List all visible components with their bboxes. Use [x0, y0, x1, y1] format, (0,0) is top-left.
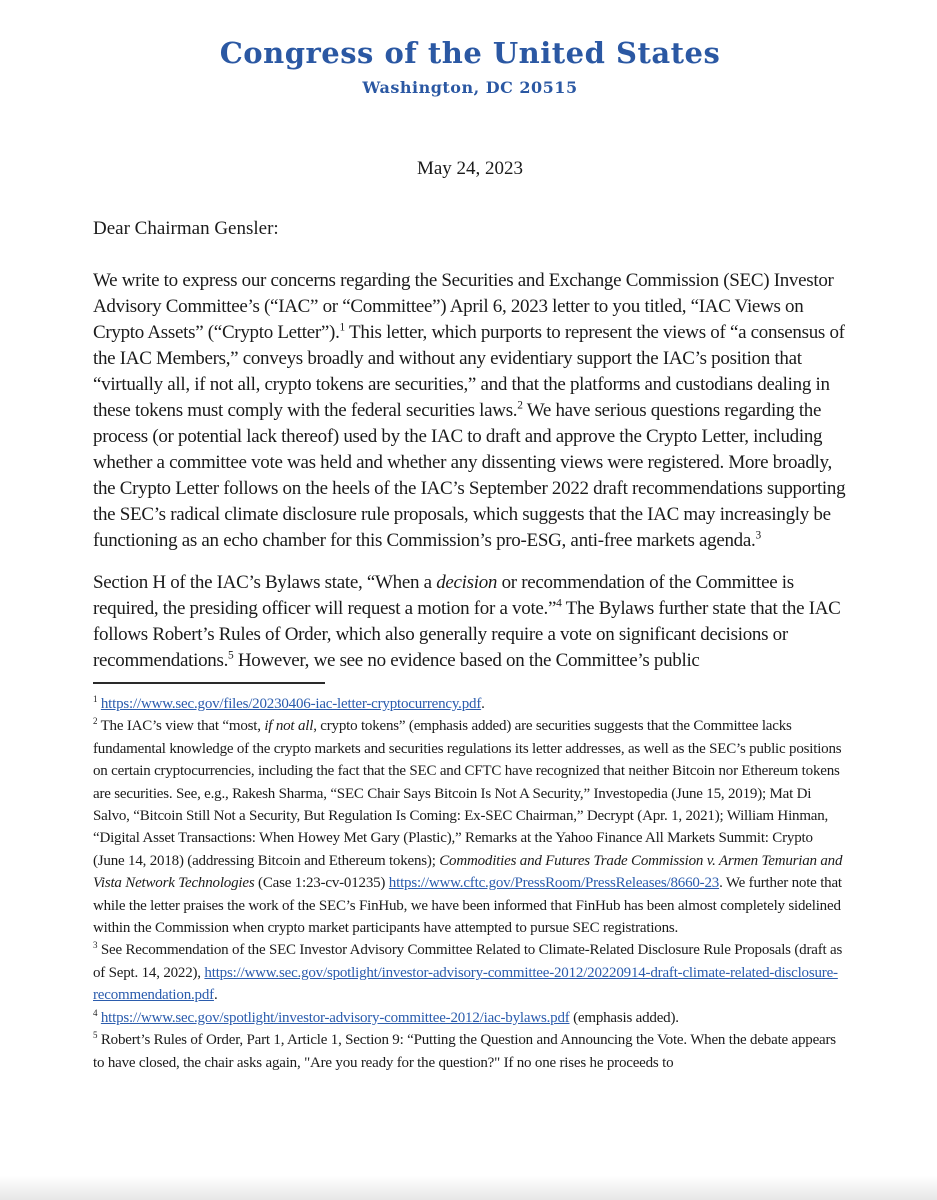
text-run: See Recommendation of the SEC Investor Advisory Committee Related to Climate-Related Disclosure Rule Proposals (draft as of Sept. 14, 2022),: [93, 942, 843, 981]
text-run: , crypto tokens” (emphasis added) are securities suggests that the Committee lacks fundamental knowledge of the crypto markets and securities regulations its letter addresses, as well as the SEC’s public positions on certain cryptocurrencies, including the fact that the SEC and CFTC have recognized that neither Bitcoin nor Ethereum tokens are securities. See, e.g., Rakesh Sharma, “SEC Chair Says Bitcoin Is Not A Security,” Investopedia (June 15, 2019); Mat Di Salvo, “Bitcoin Still Not a Security, But Regulation Is Coming: Ex-SEC Chairman,” Decrypt (Apr. 1, 2021); William Hinman, “Digital Asset Transactions: When Howey Met Gary (Plastic),” Remarks at the Yahoo Finance All Markets Summit: Crypto (June 14, 2018) (addressing Bitcoin and Ethereum tokens);: [93, 718, 842, 869]
text-run: .: [213, 987, 218, 1004]
footnote-marker: 2: [93, 716, 98, 727]
text-run: This letter, which purports to represent the views of “a consensus of the IAC Members,” conveys broadly and without any evidentiary support the IAC’s position that “virtually all, if not all, crypto tokens are securities,” and that the platforms and custodians dealing in these tokens must comply with the federal securities laws.: [93, 322, 845, 421]
footnote: [93, 693, 847, 715]
text-run: However, we see no evidence based on the Committee’s public: [233, 650, 700, 671]
salutation: Dear Chairman Gensler:: [93, 218, 279, 239]
text-run: or recommendation of the Committee is required, the presiding officer will request a motion for a vote.”: [93, 572, 794, 619]
text-run: We write to express our concerns regarding the Securities and Exchange Commission (SEC) Investor Advisory Committee’s (“IAC” or “Committee”) April 6, 2023 letter to you titled, “IAC Views on Crypto Assets” (“Crypto Letter”).: [93, 270, 834, 343]
letterhead-title: Congress of the United States: [219, 36, 721, 70]
footnote-separator: [93, 682, 325, 684]
footnote: [93, 1029, 847, 1074]
letterhead: [93, 36, 847, 98]
italic-text: Commodities and Futures Trade Commission v. Armen Temurian and Vista Network Technologies: [93, 852, 843, 892]
text-run: Section H of the IAC’s Bylaws state, “When a: [93, 572, 437, 593]
footnote-link[interactable]: https://www.sec.gov/files/20230406-iac-letter-cryptocurrency.pdf: [100, 696, 482, 712]
footnote-marker: 4: [556, 597, 562, 610]
body-paragraph: [93, 268, 847, 554]
footnote-link[interactable]: https://www.cftc.gov/PressRoom/PressReleases/8660-23: [388, 875, 720, 892]
text-run: We have serious questions regarding the process (or potential lack thereof) used by the IAC to draft and approve the Crypto Letter, including whether a committee vote was held and whether any dissenting views were registered. More broadly, the Crypto Letter follows on the heels of the IAC’s September 2022 draft recommendations supporting the SEC’s radical climate disclosure rule proposals, which suggests that the IAC may increasingly be functioning as an echo chamber for this Commission’s pro-ESG, anti-free markets agenda.: [93, 400, 846, 551]
footnote-marker: 1: [339, 321, 345, 334]
footnote-link[interactable]: https://www.sec.gov/spotlight/investor-advisory-committee-2012/iac-bylaws.pdf: [100, 1009, 570, 1026]
footnote-marker: 5: [228, 649, 234, 662]
body-paragraph: [93, 570, 847, 674]
footnote: [93, 1007, 847, 1029]
footnote: [93, 939, 847, 1006]
letter-date: May 24, 2023: [416, 158, 524, 179]
footnote-link[interactable]: https://www.sec.gov/spotlight/investor-advisory-committee-2012/20220914-draft-climate-related-disclosure-recommendation.pdf: [93, 964, 838, 1004]
text-run: (emphasis added).: [569, 1009, 679, 1026]
footnote: [93, 715, 847, 939]
footnote-marker: 3: [755, 529, 761, 542]
text-run: .: [481, 696, 485, 712]
text-run: (Case 1:23-cv-01235): [254, 875, 389, 892]
letter-paragraphs: [93, 268, 847, 674]
text-run: Robert’s Rules of Order, Part 1, Article 1, Section 9: “Putting the Question and Announcing the Vote. When the debate appears to have closed, the chair asks again, "Are you ready for the question?" If no one rises he proceeds to: [93, 1032, 836, 1071]
letterhead-address: Washington, DC 20515: [362, 78, 578, 97]
italic-text: decision: [436, 572, 498, 593]
footnote-marker: 1: [93, 694, 98, 704]
italic-text: if not all: [264, 718, 314, 735]
text-run: The Bylaws further state that the IAC follows Robert’s Rules of Order, which also generally require a vote on significant decisions or recommendations.: [93, 598, 841, 671]
text-run: The IAC’s view that “most,: [97, 718, 265, 735]
footnote-marker: 5: [93, 1030, 98, 1041]
footnote-marker: 2: [517, 399, 523, 412]
footnote-marker: 3: [93, 940, 98, 951]
footnote-marker: 4: [93, 1007, 98, 1018]
text-run: . We further note that while the letter praises the work of the SEC’s FinHub, we have been informed that FinHub has been almost completely sidelined within the Commission when crypto market participants have attempted to pursue SEC registrations.: [93, 875, 842, 937]
footnotes: [93, 693, 847, 1074]
